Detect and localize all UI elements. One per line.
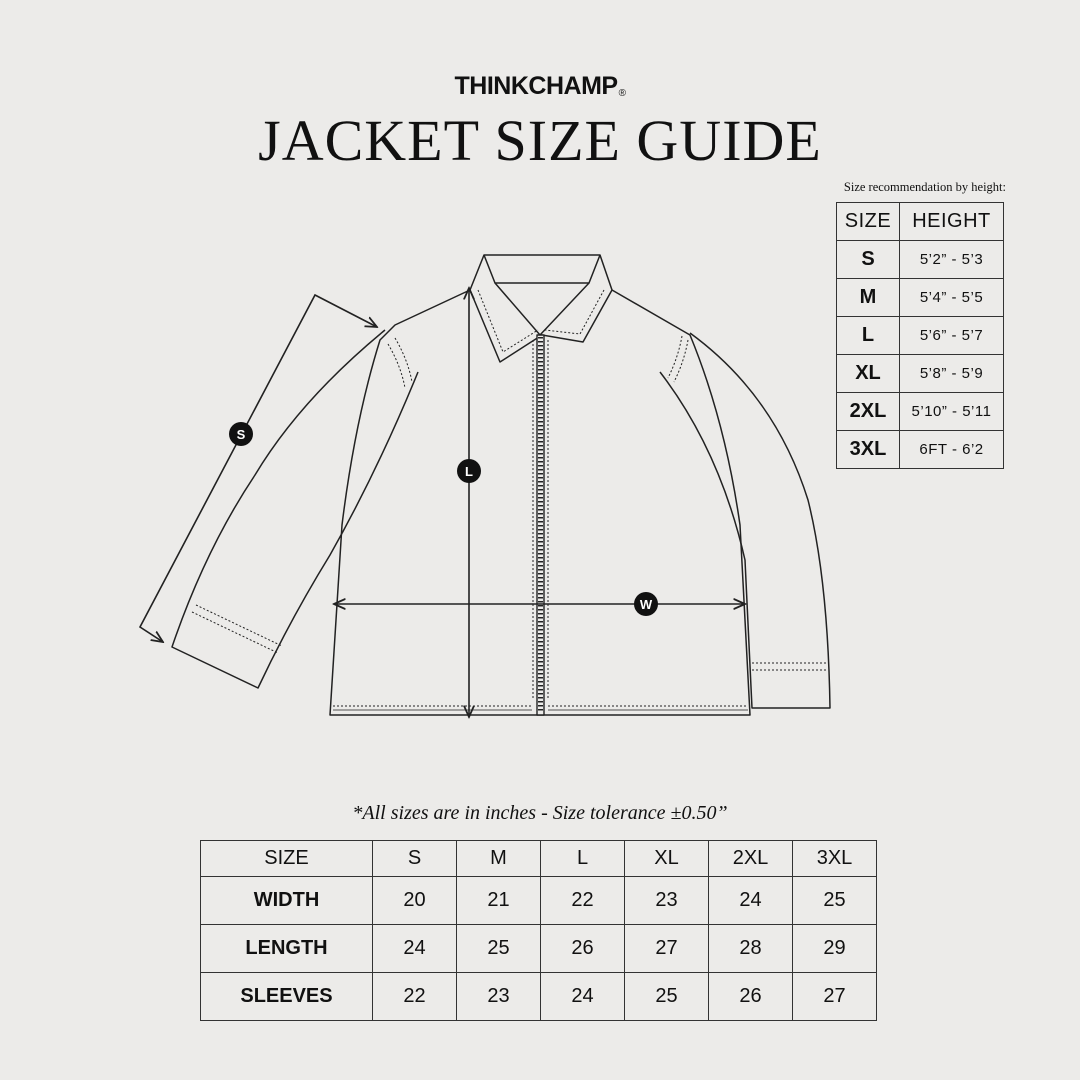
size-chart-table — [200, 840, 877, 1021]
height-range-cell: 5’2” - 5’3 — [900, 241, 1004, 279]
size-chart-cell: 22 — [373, 973, 457, 1021]
size-chart-cell: 25 — [625, 973, 709, 1021]
size-chart-row-sleeves — [201, 973, 877, 1021]
right-sleeve-outline — [660, 333, 830, 708]
size-chart-cell: 28 — [709, 925, 793, 973]
size-chart-cell: 29 — [793, 925, 877, 973]
size-chart-cell: 24 — [541, 973, 625, 1021]
size-chart-cell: 25 — [793, 877, 877, 925]
height-table-caption: Size recommendation by height: — [843, 180, 1006, 194]
height-table-header-size: SIZE — [837, 203, 900, 241]
size-chart-cell: 24 — [709, 877, 793, 925]
height-size-cell: M — [837, 279, 900, 317]
page-title: JACKET SIZE GUIDE — [258, 108, 822, 173]
size-chart-row-label: WIDTH — [201, 877, 373, 925]
size-chart-col-header: S — [373, 841, 457, 877]
size-chart-cell: 24 — [373, 925, 457, 973]
size-chart-cell: 27 — [793, 973, 877, 1021]
height-size-cell: 3XL — [837, 431, 900, 469]
size-chart-corner: SIZE — [201, 841, 373, 877]
height-size-cell: 2XL — [837, 393, 900, 431]
size-chart-col-header: 2XL — [709, 841, 793, 877]
size-chart-row-label: SLEEVES — [201, 973, 373, 1021]
size-chart-cell: 23 — [457, 973, 541, 1021]
registered-mark: ® — [618, 88, 626, 99]
size-chart-col-header: XL — [625, 841, 709, 877]
height-size-cell: L — [837, 317, 900, 355]
height-range-cell: 5’10” - 5’11 — [900, 393, 1004, 431]
size-chart-cell: 20 — [373, 877, 457, 925]
size-chart-header-row — [201, 841, 877, 877]
size-chart-cell: 26 — [541, 925, 625, 973]
left-sleeve-outline — [172, 330, 418, 688]
height-size-cell: XL — [837, 355, 900, 393]
size-chart-cell: 27 — [625, 925, 709, 973]
brand-name: THINKCHAMP — [454, 72, 618, 100]
height-range-cell: 5’6” - 5’7 — [900, 317, 1004, 355]
width-marker — [634, 592, 658, 616]
size-chart-cell: 26 — [709, 973, 793, 1021]
size-chart-cell: 23 — [625, 877, 709, 925]
length-marker-label: L — [465, 464, 473, 479]
height-range-cell: 6FT - 6’2 — [900, 431, 1004, 469]
size-chart-row-length — [201, 925, 877, 973]
sleeve-marker-label: S — [236, 427, 246, 442]
height-range-cell: 5’4” - 5’5 — [900, 279, 1004, 317]
size-chart-col-header: 3XL — [793, 841, 877, 877]
size-chart-row-width — [201, 877, 877, 925]
height-table-header-height: HEIGHT — [900, 203, 1004, 241]
sleeve-marker — [229, 422, 253, 446]
length-marker — [457, 459, 481, 483]
size-chart-col-header: L — [541, 841, 625, 877]
height-range-cell: 5’8” - 5’9 — [900, 355, 1004, 393]
size-chart-cell: 22 — [541, 877, 625, 925]
size-chart-cell: 21 — [457, 877, 541, 925]
size-chart-row-label: LENGTH — [201, 925, 373, 973]
size-chart-col-header: M — [457, 841, 541, 877]
size-chart-cell: 25 — [457, 925, 541, 973]
measurement-note: *All sizes are in inches - Size tolerance ±0.50” — [352, 802, 728, 824]
height-size-cell: S — [837, 241, 900, 279]
width-marker-label: W — [639, 597, 653, 612]
